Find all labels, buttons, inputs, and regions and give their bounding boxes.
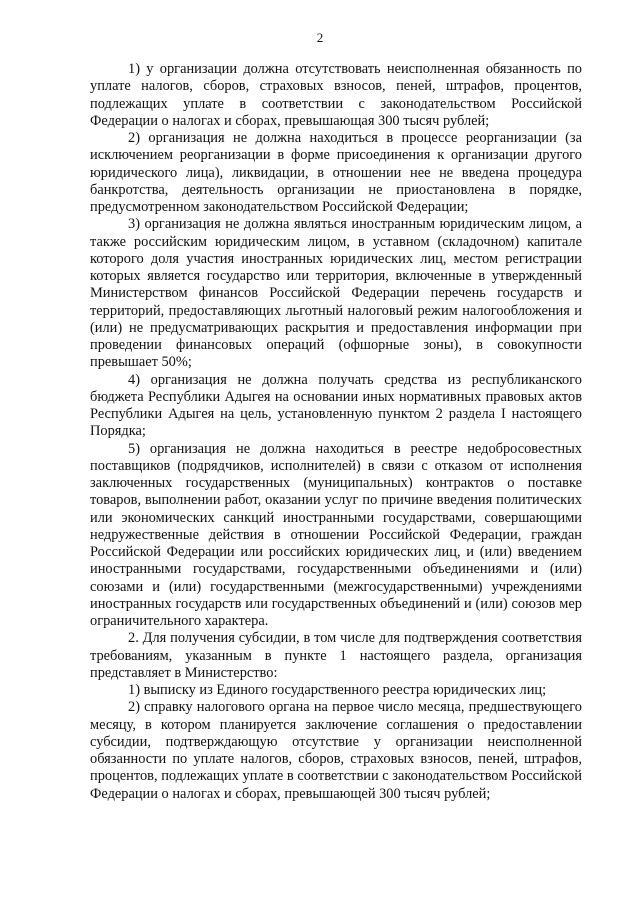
- page-number: 2: [316, 30, 324, 45]
- document-body: [90, 61, 582, 803]
- requirement-3: 3) организация не должна являться иностранным юридическим лицом, а также российским юридическим лицом, в уставном (складочном) капитале которого доля участия иностранных юридических лиц, местом регистрации которых является государство или территория, включенные в утвержденный Министерством финансов Российской Федерации перечень государств и территорий, предоставляющих льготный налоговый режим налогообложения и (или) не предусматривающих раскрытия и предоставления информации при проведении финансовых операций (офшорные зоны), в совокупности превышает 50%;: [90, 216, 582, 371]
- requirement-1: 1) у организации должна отсутствовать неисполненная обязанность по уплате налогов, сборов, страховых взносов, пеней, штрафов, процентов, подлежащих уплате в соответствии с законодательством Российской Федерации о налогах и сборах, превышающая 300 тысяч рублей;: [90, 61, 582, 129]
- requirement-4: 4) организация не должна получать средства из республиканского бюджета Республики Адыгея на основании иных нормативных правовых актов Республики Адыгея на цель, установленную пунктом 2 раздела I настоящего Порядка;: [90, 371, 582, 440]
- document-list-item-1: 1) выписку из Единого государственного реестра юридических лиц;: [128, 682, 547, 698]
- requirement-2: 2) организация не должна находиться в процессе реорганизации (за исключением реорганизации в форме присоединения к организации другого юридического лица), ликвидации, в отношении нее не введена процедура банкротства, деятельность организации не приостановлена в порядке, предусмотренном законодательством Российской Федерации;: [90, 130, 582, 215]
- requirement-5: 5) организация не должна находиться в реестре недобросовестных поставщиков (подрядчиков, исполнителей) в связи с отказом от исполнения заключенных государственных (муниципальных) контрактов о поставке товаров, выполнении работ, оказании услуг по причине введения политических или экономических санкций иностранными государствами, совершающими недружественные действия в отношении Российской Федерации, граждан Российской Федерации или российских юридических лиц, и (или) введением иностранными государствами, государственными объединениями и (или) союзами и (или) государственными (межгосударственными) учреждениями иностранных государств или государственных объединений и (или) союзов мер ограничительного характера.: [90, 440, 582, 629]
- document-list-item-2: 2) справку налогового органа на первое число месяца, предшествующего месяцу, в котором планируется заключение соглашения о предоставлении субсидии, подтверждающую отсутствие у организации неисполненной обязанности по уплате налогов, сборов, страховых взносов, пеней, штрафов, процентов, подлежащих уплате в соответствии с законодательством Российской Федерации о налогах и сборах, превышающей 300 тысяч рублей;: [90, 699, 582, 802]
- section-item-2: 2. Для получения субсидии, в том числе для подтверждения соответствия требованиям, указанным в пункте 1 настоящего раздела, организация представляет в Министерство:: [90, 630, 582, 681]
